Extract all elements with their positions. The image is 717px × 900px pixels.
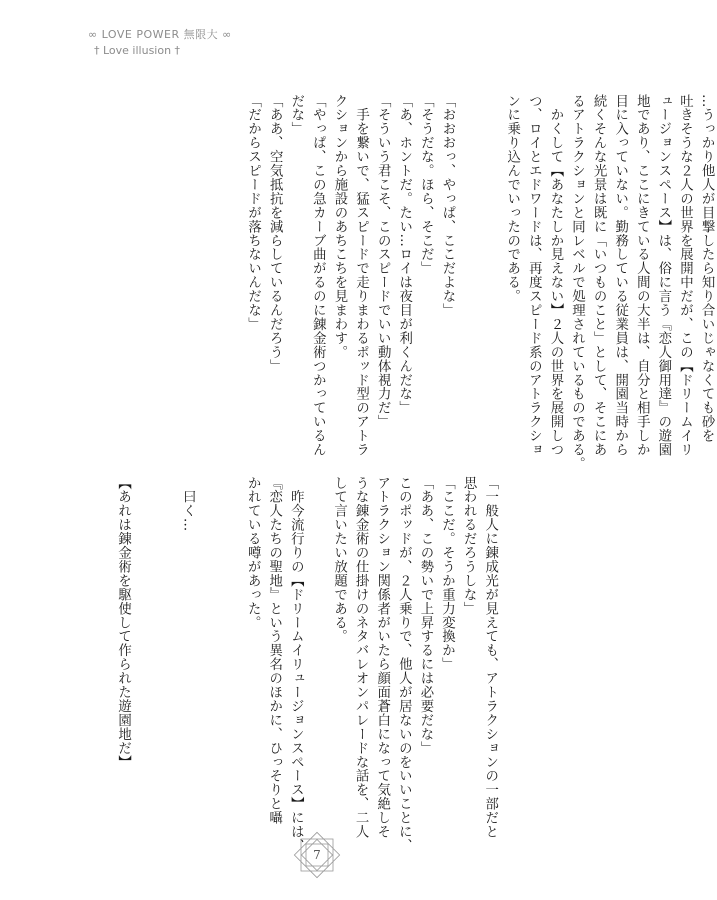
upper-text-block — [242, 94, 717, 471]
text-line: だな」 — [288, 94, 304, 136]
text-line: 「そうだな。ほら、そこだ」 — [418, 94, 434, 276]
text-line: ンに乗り込んでいったのである。 — [504, 94, 520, 304]
text-line: 「ああ、この勢いで上昇するには必要だな」 — [417, 476, 433, 755]
text-line: …うっかり他人が目撃したら知り合いじゃなくても砂を — [699, 94, 715, 443]
text-line: かれている噂があった。 — [245, 476, 261, 630]
text-line: かくして【あなたしか見えない】２人の世界を展開しつ — [547, 94, 563, 457]
page-number: 7 — [313, 848, 321, 862]
series-title: ∞ LOVE POWER 無限大 ∞ — [88, 28, 232, 41]
text-line: 思われるだろうしな」 — [461, 476, 477, 616]
text-line: 「あ、ホントだ。たい…ロイは夜目が利くんだな」 — [396, 94, 412, 415]
text-line: 「ここだ。そうか重力変換か」 — [439, 476, 455, 672]
text-line: 「だからスピードが落ちないんだな」 — [245, 94, 261, 332]
blank-line — [134, 476, 156, 806]
text-line: このポッドが、２人乗りで、他人が居ないのをいいことに、 — [396, 476, 412, 853]
blank-line — [458, 94, 480, 439]
running-header — [88, 26, 232, 58]
text-line: 「一般人に錬成光が見えても、アトラクションの一部だと — [482, 476, 498, 839]
text-line: 吐きそうな２人の世界を展開中だが、この【ドリームイリ — [677, 94, 693, 457]
text-line: して言いたい放題である。 — [331, 476, 347, 644]
text-line: ュージョンスペース】は、俗に言う『恋人御用達』の遊園 — [655, 94, 671, 457]
text-line: つ、ロイとエドワードは、再度スピード系のアトラクショ — [526, 94, 542, 457]
book-subtitle: † Love illusion † — [94, 44, 181, 57]
lower-text-block — [112, 476, 501, 853]
text-line: 手を繋いで、猛スピードで走りまわるポッド型のアトラ — [353, 94, 369, 457]
text-line: るアトラクションと同レベルで処理されているものである。 — [569, 94, 585, 471]
text-line: 曰く… — [180, 476, 196, 532]
text-line: クションから施設のあちこちを見まわす。 — [331, 94, 347, 360]
text-line: 「やっぱ、この急カーブ曲がるのに錬金術つかっているん — [310, 94, 326, 457]
text-line: 『恋人たちの聖地』という異名のほかに、ひっそりと囁 — [266, 476, 282, 825]
text-line: 「そういう君こそ、このスピードでいい動体視力だ」 — [375, 94, 391, 429]
text-line: 地であり、ここにきている人間の大半は、自分と相手しか — [634, 94, 650, 457]
text-line: 「おおおっ、やっぱ、ここだよな」 — [439, 94, 455, 318]
blank-line — [155, 476, 177, 806]
text-line: 「ああ、空気抵抗を減らしているんだろう」 — [267, 94, 283, 373]
blank-line — [198, 476, 220, 806]
text-line: 目に入っていない。勤務している従業員は、開園当時から — [612, 94, 628, 457]
text-line: アトラクション関係者がいたら顔面蒼白になって気絶しそ — [374, 476, 390, 839]
blank-line — [480, 94, 502, 439]
text-line: うな錬金術の仕掛けのネタバレオンパレードな話を、二人 — [353, 476, 369, 839]
blank-line — [220, 476, 242, 806]
text-line: 【あれは錬金術を駆使して作られた遊園地だ】 — [115, 476, 131, 769]
text-line: 昨今流行りの【ドリームイリュージョンスペース】には、 — [288, 476, 304, 853]
page-number-ornament — [282, 820, 352, 890]
text-line: 続くそんな光景は既に「いつものこと」として、そこにあ — [591, 94, 607, 457]
blank-line — [306, 476, 328, 806]
